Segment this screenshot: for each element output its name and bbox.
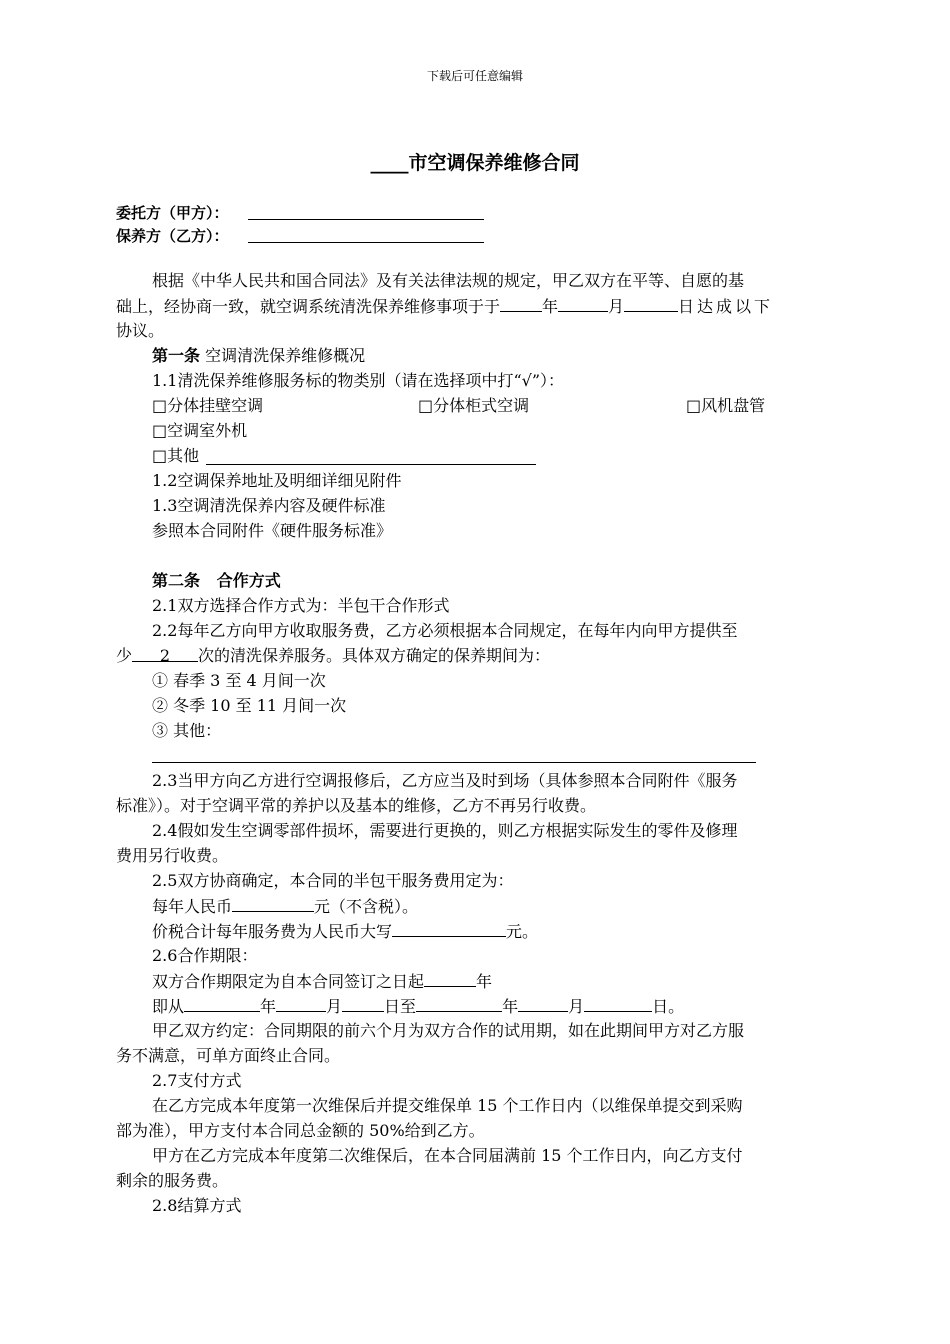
clause-2-1: 2.1双方选择合作方式为：半包干合作形式: [152, 596, 450, 615]
period-other-blank: [152, 762, 756, 763]
intro-year: 年: [542, 297, 559, 316]
option-wall-ac[interactable]: □分体挂壁空调: [152, 396, 264, 415]
payment-2-line1: 甲方在乙方完成本年度第二次维保后，在本合同届满前 15 个工作日内，向乙方支付: [152, 1146, 743, 1165]
intro-line2: [116, 293, 773, 319]
page-header: 下载后可任意编辑: [426, 69, 523, 83]
clause-2-5: 2.5双方协商确定，本合同的半包干服务费用定为：: [152, 871, 514, 890]
term-end-month: 月: [568, 997, 585, 1016]
term-start-month: 月: [326, 997, 343, 1016]
term-years: [152, 968, 492, 994]
clause-2-2-pre: 少: [116, 646, 133, 665]
period-spring: ① 春季 3 至 4 月间一次: [152, 671, 326, 690]
article1-heading: [152, 343, 365, 368]
clause-2-7: 2.7支付方式: [152, 1071, 242, 1090]
document-title: ____市空调保养维修合同: [370, 152, 580, 174]
clause-2-4-line1: 2.4假如发生空调零部件损坏，需要进行更换的，则乙方根据实际发生的零件及修理: [152, 821, 738, 840]
term-years-unit: 年: [476, 972, 493, 991]
article2-heading: 第二条 合作方式: [152, 571, 281, 590]
term-dates: [152, 993, 684, 1019]
fee-annual-label: 每年人民币: [152, 897, 233, 916]
option-other[interactable]: □其他: [152, 446, 200, 465]
client-blank: [248, 219, 484, 220]
term-years-label: 双方合作期限定为自本合同签订之日起: [152, 972, 425, 991]
fee-total-label: 价税合计每年服务费为人民币大写: [152, 922, 393, 941]
period-winter: ② 冬季 10 至 11 月间一次: [152, 696, 347, 715]
clause-2-3-line2: 标准》）。对于空调平常的养护以及基本的维修，乙方不再另行收费。: [116, 796, 597, 815]
clause-2-2-post: 次的清洗保养服务。具体双方确定的保养期间为：: [198, 646, 551, 665]
fee-total-unit: 元。: [506, 922, 539, 941]
clause-2-2-line2: [116, 643, 550, 668]
term-start-day: 日至: [384, 997, 417, 1016]
fee-annual: [152, 893, 418, 919]
clause-1-3-detail: 参照本合同附件《硬件服务标准》: [152, 521, 393, 540]
other-blank: [206, 464, 536, 465]
option-outdoor-unit[interactable]: □空调室外机: [152, 421, 248, 440]
option-cabinet-ac[interactable]: □分体柜式空调: [418, 396, 530, 415]
fee-annual-unit: 元（不含税）。: [314, 897, 419, 916]
clause-1-1: 1.1清洗保养维修服务标的物类别（请在选择项中打“√”）：: [152, 371, 565, 390]
term-from: 即从: [152, 997, 185, 1016]
clause-2-4-line2: 费用另行收费。: [116, 846, 229, 865]
clause-2-8: 2.8结算方式: [152, 1196, 242, 1215]
intro-line3: 协议。: [116, 321, 165, 340]
service-count: 2: [132, 643, 198, 662]
clause-2-3-line1: 2.3当甲方向乙方进行空调报修后，乙方应当及时到场（具体参照本合同附件《服务: [152, 771, 738, 790]
clause-1-3: 1.3空调清洗保养内容及硬件标准: [152, 496, 386, 515]
clause-2-6: 2.6合作期限：: [152, 946, 258, 965]
option-fan-coil[interactable]: □风机盘管: [686, 396, 766, 415]
period-other: ③ 其他：: [152, 721, 222, 740]
payment-1-line2: 部为准），甲方支付本合同总金额的 50%给到乙方。: [116, 1121, 485, 1140]
payment-2-line2: 剩余的服务费。: [116, 1171, 229, 1190]
payment-1-line1: 在乙方完成本年度第一次维保后并提交维保单 15 个工作日内（以维保单提交到采购: [152, 1096, 743, 1115]
provider-blank: [248, 242, 484, 243]
intro-line1: 根据《中华人民共和国合同法》及有关法律法规的规定，甲乙双方在平等、自愿的基: [152, 271, 745, 290]
article1-number: 第一条: [152, 346, 201, 365]
fee-total: [152, 918, 538, 944]
clause-2-2-line1: 2.2每年乙方向甲方收取服务费，乙方必须根据本合同规定，在每年内向甲方提供至: [152, 621, 738, 640]
term-end-year: 年: [502, 997, 519, 1016]
article1-title: 空调清洗保养维修概况: [205, 346, 366, 365]
intro-line2-end: 日达成以下: [678, 297, 774, 316]
intro-month: 月: [608, 297, 625, 316]
trial-line2: 务不满意，可单方面终止合同。: [116, 1046, 341, 1065]
trial-line1: 甲乙双方约定：合同期限的前六个月为双方合作的试用期，如在此期间甲方对乙方服: [152, 1021, 745, 1040]
provider-label: 保养方（乙方）：: [116, 227, 229, 245]
client-label: 委托方（甲方）：: [116, 204, 229, 222]
clause-1-2: 1.2空调保养地址及明细详细见附件: [152, 471, 402, 490]
term-end-day: 日。: [652, 997, 685, 1016]
term-start-year: 年: [260, 997, 277, 1016]
intro-line2-text: 础上，经协商一致，就空调系统清洗保养维修事项于于: [116, 297, 501, 316]
